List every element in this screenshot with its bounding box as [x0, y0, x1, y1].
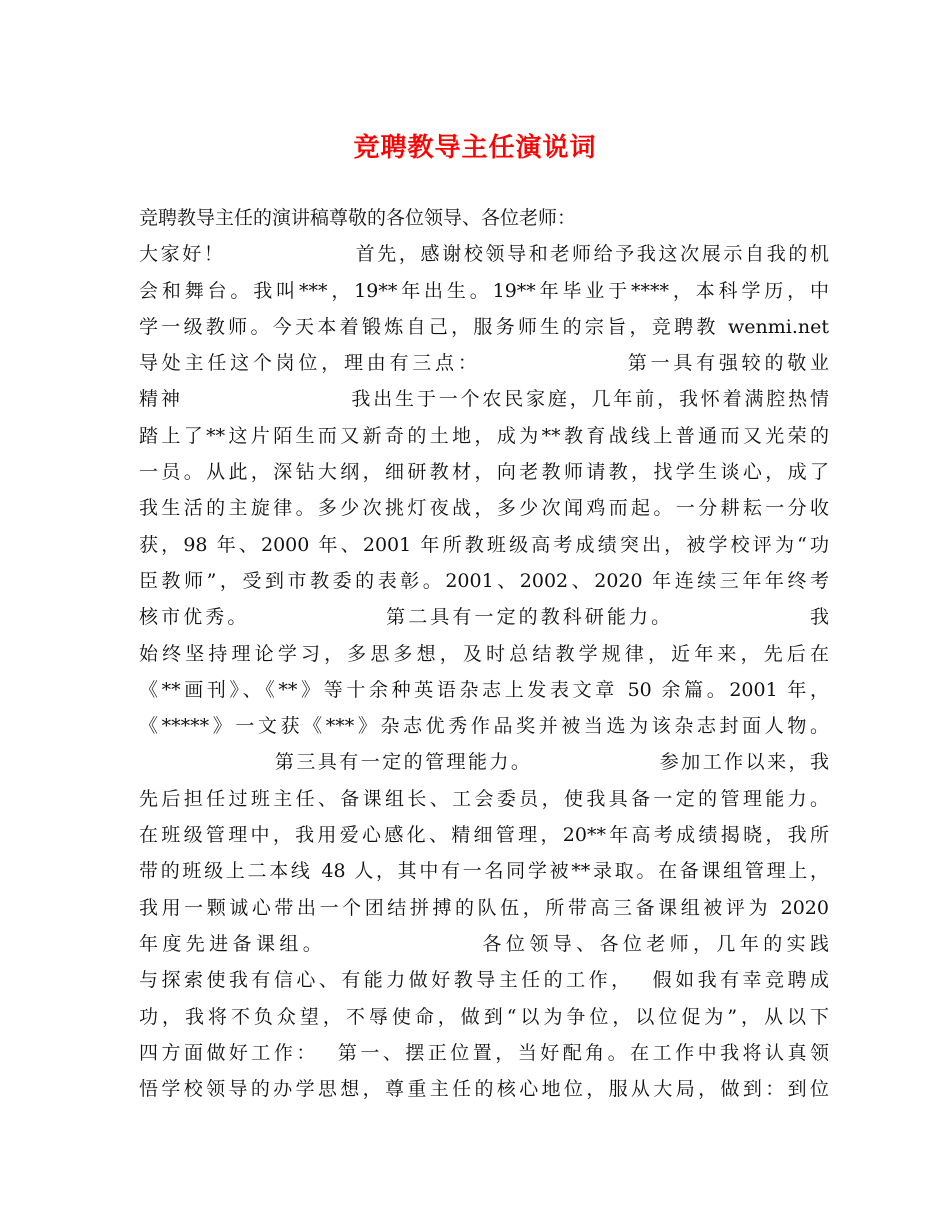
body-line: 学一级教师。今天本着锻炼自己，服务师生的宗旨，竞聘教 wenmi.net: [139, 315, 829, 338]
body-line: 四方面做好工作： 第一、摆正位置，当好配角。在工作中我将认真领: [139, 1041, 829, 1064]
body-line: 获，98 年、2000 年、2001 年所教班级高考成绩突出，被学校评为“功: [139, 533, 829, 556]
body-line: 踏上了**这片陌生而又新奇的土地，成为**教育战线上普通而又光荣的: [139, 424, 829, 447]
body-line: 我生活的主旋律。多少次挑灯夜战，多少次闻鸡而起。一分耕耘一分收: [139, 497, 829, 520]
body-line: 第三具有一定的管理能力。 参加工作以来，我: [139, 751, 829, 774]
body-line: 功，我将不负众望，不辱使命，做到“以为争位，以位促为”，从以下: [139, 1005, 829, 1028]
body-line: 一员。从此，深钻大纲，细研教材，向老教师请教，找学生谈心，成了: [139, 461, 829, 484]
body-line: 悟学校领导的办学思想，尊重主任的核心地位，服从大局，做到：到位: [139, 1078, 829, 1101]
body-line: 核市优秀。 第二具有一定的教科研能力。 我: [139, 606, 829, 629]
body-line: 我用一颗诚心带出一个团结拼搏的队伍，所带高三备课组被评为 2020: [139, 896, 829, 919]
document-title: 竞聘教导主任演说词: [353, 133, 597, 163]
body-line: 竞聘教导主任的演讲稿尊敬的各位领导、各位老师：: [139, 207, 577, 229]
document-body: [139, 200, 829, 1107]
body-line: 先后担任过班主任、备课组长、工会委员，使我具备一定的管理能力。: [139, 787, 829, 810]
body-line: 《*****》一文获《***》杂志优秀作品奖并被当选为该杂志封面人物。: [139, 715, 829, 738]
body-line: 会和舞台。我叫***，19**年出生。19**年毕业于****，本科学历，中: [139, 279, 829, 302]
body-line: 导处主任这个岗位，理由有三点： 第一具有强较的敬业: [139, 352, 829, 375]
body-line: 大家好！ 首先，感谢校领导和老师给予我这次展示自我的机: [139, 243, 829, 266]
body-line: 精神 我出生于一个农民家庭，几年前，我怀着满腔热情: [139, 388, 829, 411]
body-line: 在班级管理中，我用爱心感化、精细管理，20**年高考成绩揭晓，我所: [139, 824, 829, 847]
body-line: 与探索使我有信心、有能力做好教导主任的工作， 假如我有幸竞聘成: [139, 969, 829, 992]
body-line: 始终坚持理论学习，多思多想，及时总结教学规律，近年来，先后在: [139, 642, 829, 665]
body-line: 臣教师”，受到市教委的表彰。2001、2002、2020 年连续三年年终考: [139, 569, 829, 592]
body-line: 带的班级上二本线 48 人，其中有一名同学被**录取。在备课组管理上，: [139, 860, 829, 883]
body-line: 年度先进备课组。 各位领导、各位老师，几年的实践: [139, 932, 829, 955]
body-line: 《**画刊》、《**》等十余种英语杂志上发表文章 50 余篇。2001 年，: [139, 678, 829, 701]
